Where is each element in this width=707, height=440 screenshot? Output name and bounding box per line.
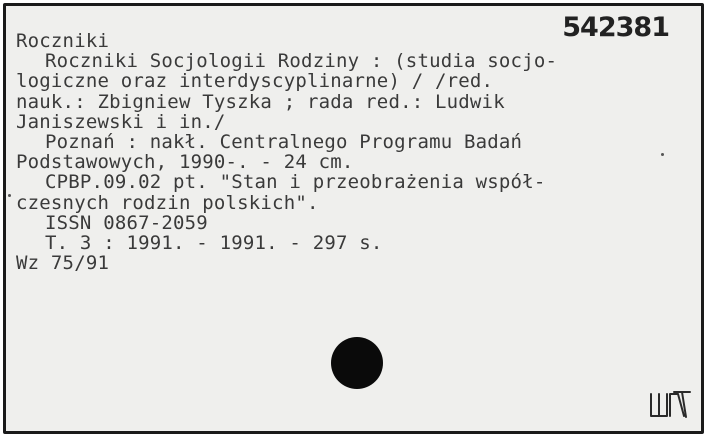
accession-line: Wz 75/91	[16, 252, 110, 275]
punch-hole	[331, 337, 383, 389]
speck	[661, 153, 664, 156]
series-continuation-line: czesnych rodzin polskich".	[16, 191, 319, 214]
series-line: CPBP.09.02 pt. "Stan i przeobrażenia współ-	[45, 171, 546, 194]
title-line: Roczniki Socjologii Rodziny : (studia socjo-	[45, 50, 558, 73]
editor-continuation-line: Janiszewski i in./	[16, 110, 226, 133]
issn-line: ISSN 0867-2059	[45, 211, 208, 234]
heading-line: Roczniki	[16, 30, 110, 52]
speck	[8, 194, 11, 197]
editor-line: nauk.: Zbigniew Tyszka ; rada red.: Ludwik	[16, 90, 505, 113]
publisher-continuation-line: Podstawowych, 1990-. - 24 cm.	[16, 151, 354, 174]
catalog-card	[3, 3, 704, 434]
title-continuation-line: logiczne oraz interdyscyplinarne) / /red.	[16, 70, 494, 93]
publisher-line: Poznań : nakł. Centralnego Programu Badań	[45, 130, 523, 153]
call-number: 542381	[562, 12, 669, 43]
volume-line: T. 3 : 1991. - 1991. - 297 s.	[45, 231, 383, 254]
catalog-entry	[16, 31, 557, 273]
handwritten-mark-icon	[648, 388, 692, 420]
